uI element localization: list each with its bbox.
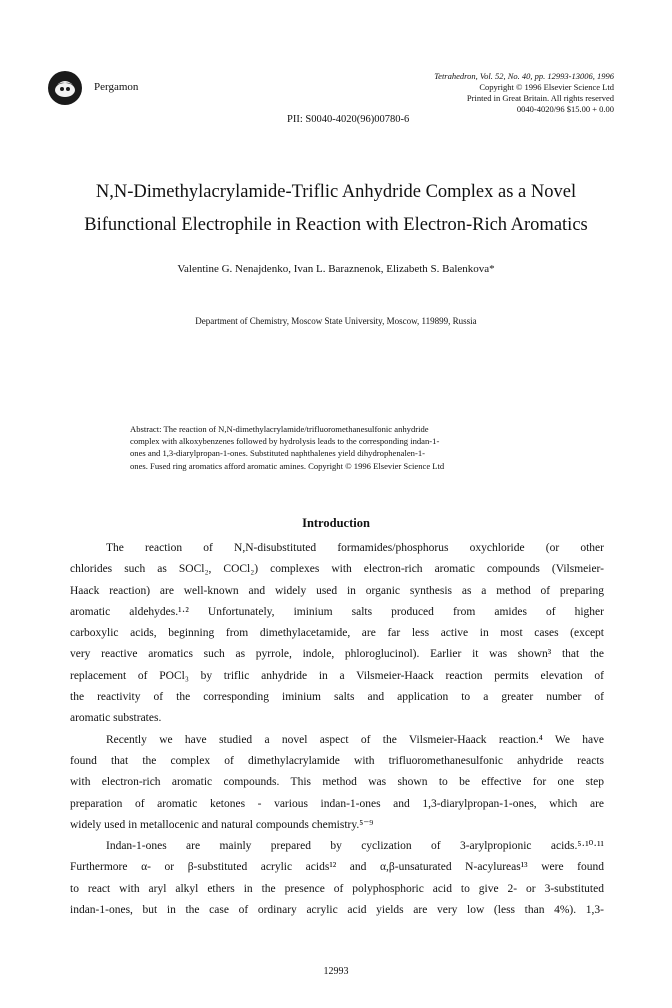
body-text [70, 538, 604, 921]
author-list: Valentine G. Nenajdenko, Ivan L. Baraznenok, Elizabeth S. Balenkova* [177, 263, 495, 275]
body-line: aromatic substrates. [70, 712, 162, 725]
body-line: Indan-1-ones are mainly prepared by cyclization of 3-arylpropionic acids.⁵·¹⁰·¹¹ [106, 840, 604, 853]
body-line: aromatic aldehydes.¹·² Unfortunately, iminium salts produced from amides of higher [70, 605, 604, 618]
body-line: Haack reaction) are well-known and widely used in organic synthesis as a method of preparing [70, 584, 604, 597]
citation-journal: Tetrahedron, Vol. 52, No. 40, pp. 12993-13006, 1996 [434, 71, 614, 81]
body-line: indan-1-ones, but in the case of ordinary acrylic acid yields are very low (less than 4%). 1,3- [70, 904, 604, 917]
title-line-2: Bifunctional Electrophile in Reaction with Electron-Rich Aromatics [84, 215, 588, 235]
abstract-line: ones and 1,3-diarylpropan-1-ones. Substituted naphthalenes yield dihydrophenalen-1- [130, 448, 425, 459]
body-line: The reaction of N,N-disubstituted formamides/phosphorus oxychloride (or other [106, 542, 604, 554]
body-line: found that the complex of dimethylacrylamide with trifluoromethanesulfonic anhydride reacts [70, 754, 604, 767]
abstract [130, 423, 550, 472]
citation-block [294, 71, 614, 115]
body-line: replacement of POCl₃ by triflic anhydride in a Vilsmeier-Haack reaction permits elevation of [70, 669, 604, 682]
body-line: Furthermore α- or β-substituted acrylic acids¹² and α,β-unsaturated N-acylureas¹³ were found [70, 861, 604, 874]
body-line: to react with aryl alkyl ethers in the presence of polyphosphoric acid to give 2- or 3-substituted [70, 882, 604, 895]
body-line: widely used in metallocenic and natural compounds chemistry.⁵⁻⁹ [70, 818, 374, 831]
publisher-name: Pergamon [94, 81, 139, 93]
publisher-logo [48, 71, 82, 105]
abstract-line: complex with alkoxybenzenes followed by hydrolysis leads to the corresponding indan-1- [130, 436, 440, 447]
citation-price: 0040-4020/96 $15.00 + 0.00 [516, 104, 614, 114]
body-line: very reactive aromatics such as pyrrole, indole, phloroglucinol). Earlier it was shown³ that the [70, 648, 604, 661]
title-line-1: N,N-Dimethylacrylamide-Triflic Anhydride Complex as a Novel [95, 182, 577, 202]
body-line: Recently we have studied a novel aspect of the Vilsmeier-Haack reaction.⁴ We have [106, 733, 604, 746]
body-line: chlorides such as SOCl₂, COCl₂) complexes with electron-rich aromatic compounds (Vilsmeier- [70, 563, 604, 576]
body-line: the reactivity of the corresponding iminium salts and application to a greater number of [70, 691, 604, 704]
abstract-line: Abstract: The reaction of N,N-dimethylacrylamide/trifluoromethanesulfonic anhydride [130, 424, 429, 434]
citation-rights: Printed in Great Britain. All rights reserved [466, 93, 614, 103]
abstract-line: ones. Fused ring aromatics afford aromatic amines. Copyright © 1996 Elsevier Science Ltd [130, 460, 445, 471]
section-heading: Introduction [302, 516, 370, 530]
page-number: 12993 [323, 966, 349, 977]
body-line: carboxylic acids, beginning from dimethylacetamide, are far less active in most cases (except [70, 627, 604, 640]
paper-title [0, 176, 672, 242]
citation-copyright: Copyright © 1996 Elsevier Science Ltd [479, 82, 614, 92]
body-line: with electron-rich aromatic compounds. This method was shown to be effective for one step [70, 776, 604, 789]
affiliation: Department of Chemistry, Moscow State University, Moscow, 119899, Russia [195, 316, 477, 326]
pii-line: PII: S0040-4020(96)00780-6 [287, 114, 410, 125]
body-line: preparation of aromatic ketones - various indan-1-ones and 1,3-diarylpropan-1-ones, which are [70, 797, 604, 810]
